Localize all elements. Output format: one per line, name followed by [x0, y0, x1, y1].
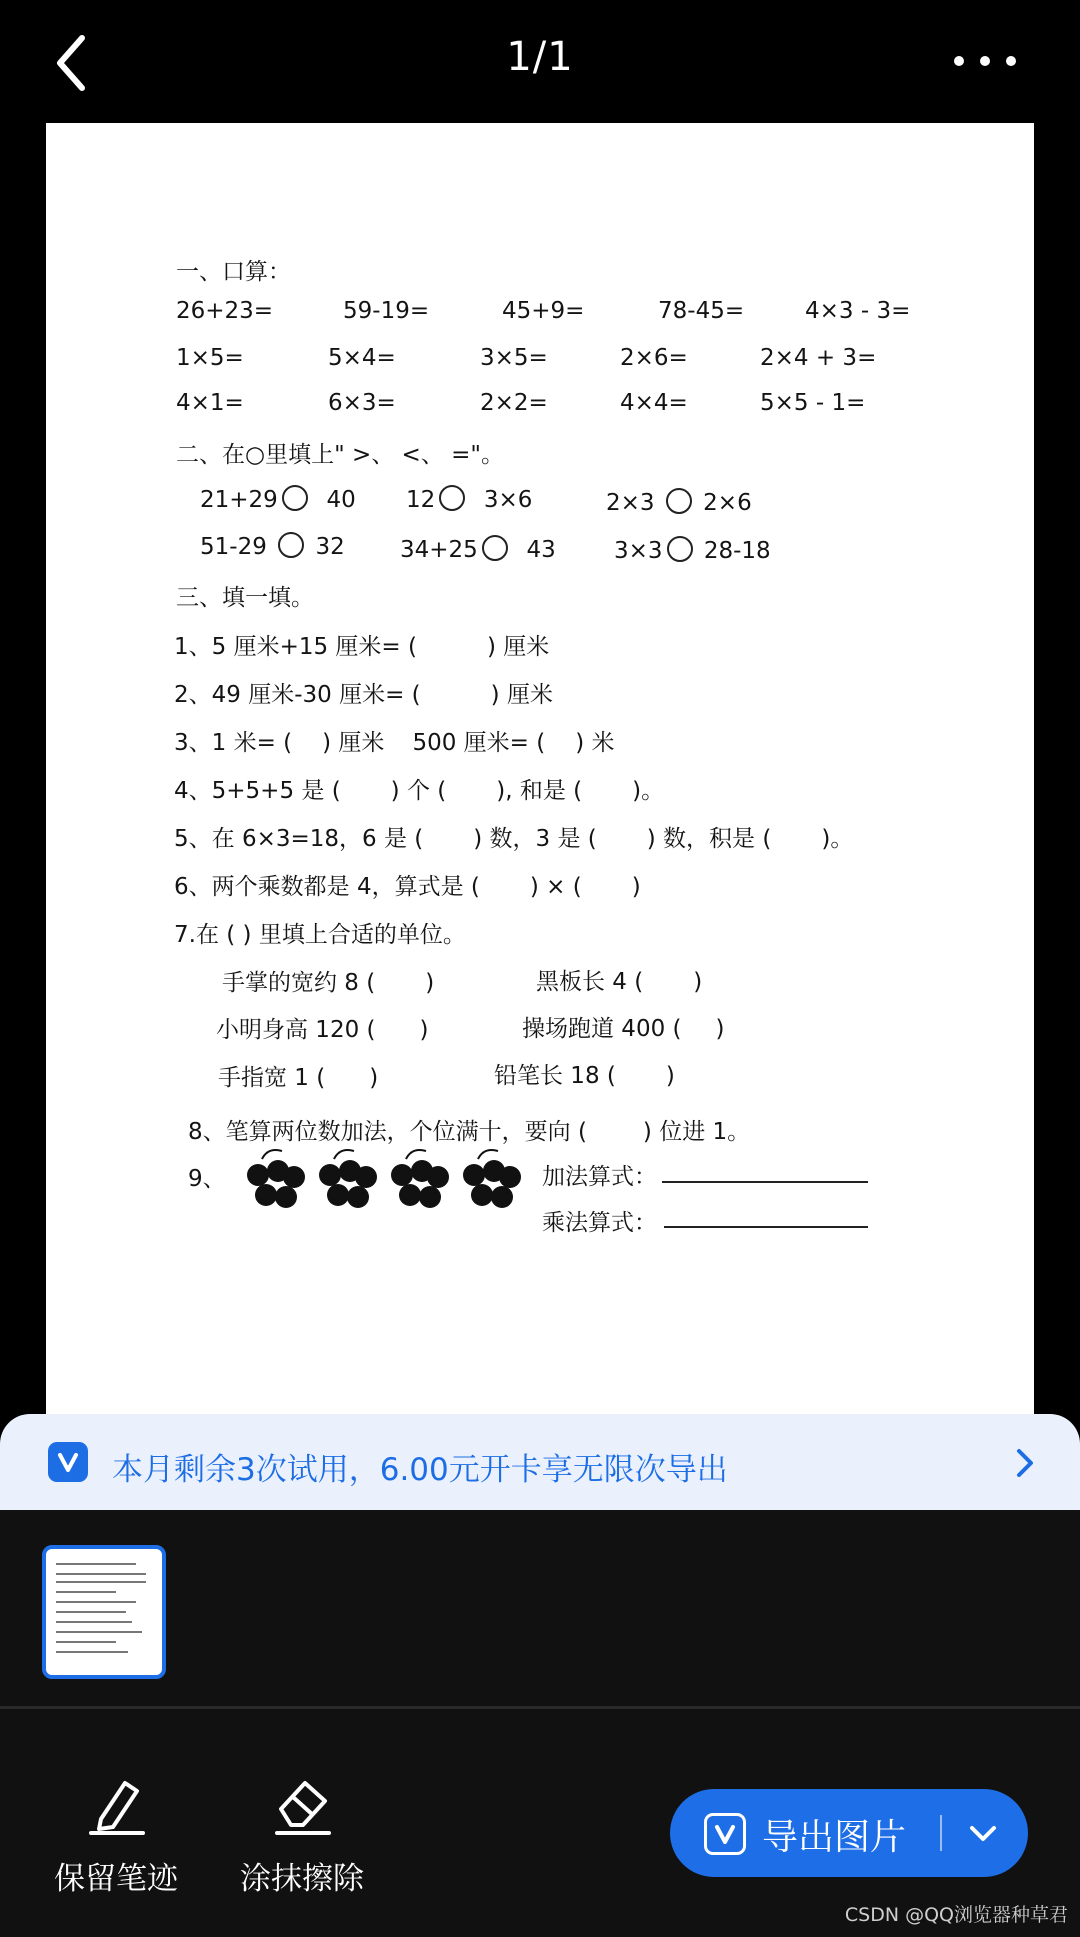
- answer-circle[interactable]: [278, 532, 304, 558]
- answer-line[interactable]: [664, 1226, 868, 1228]
- thumbnail-strip: [0, 1510, 1080, 1706]
- problem: 6×3=: [328, 390, 396, 416]
- unit-question: 黑板长 4 ( ): [536, 969, 703, 995]
- compare-problem: 21+29 40: [200, 487, 356, 513]
- problem: 3×5=: [480, 345, 548, 371]
- keep-strokes-button[interactable]: [36, 1769, 196, 1909]
- fill-question: 3、1 米= ( ) 厘米 500 厘米= ( ) 米: [174, 730, 615, 756]
- problem: 4×3 - 3=: [805, 298, 911, 324]
- more-horizontal-icon: [954, 56, 964, 66]
- unit-question: 手掌的宽约 8 ( ): [222, 970, 435, 996]
- fill-question: 4、5+5+5 是 ( ) 个 ( ), 和是 ( )。: [174, 778, 665, 804]
- fill-question: 7.在 ( ) 里填上合适的单位。: [174, 922, 466, 948]
- compare-problem: 51-29 32: [200, 534, 345, 560]
- problem: 59-19=: [343, 298, 430, 324]
- page-thumbnail[interactable]: [42, 1545, 166, 1679]
- unit-question: 铅笔长 18 ( ): [494, 1063, 675, 1089]
- erase-button[interactable]: [222, 1769, 382, 1909]
- export-options-dropdown[interactable]: [953, 1811, 1013, 1855]
- problem: 78-45=: [658, 298, 745, 324]
- section-title: 二、在○里填上" >、 <、 ="。: [176, 442, 504, 468]
- problem: 2×2=: [480, 390, 548, 416]
- export-image-button[interactable]: [670, 1789, 1028, 1877]
- cherries-illustration: [242, 1145, 532, 1217]
- vip-promo-banner[interactable]: [0, 1414, 1080, 1510]
- vip-v-icon: [48, 1442, 88, 1482]
- problem: 2×4 + 3=: [760, 345, 877, 371]
- answer-label: 加法算式：: [542, 1164, 657, 1190]
- more-button[interactable]: [950, 40, 1020, 80]
- problem: 4×1=: [176, 390, 244, 416]
- fill-question: 2、49 厘米-30 厘米= ( ) 厘米: [174, 682, 553, 708]
- compare-problem: 34+25 43: [400, 537, 556, 563]
- fill-question: 1、5 厘米+15 厘米= ( ) 厘米: [174, 634, 550, 660]
- answer-circle[interactable]: [666, 488, 692, 514]
- promo-text: 本月剩余3次试用，6.00元开卡享无限次导出: [112, 1452, 728, 1488]
- section-title: 三、填一填。: [176, 585, 314, 611]
- section-title: 一、口算：: [176, 259, 291, 285]
- answer-circle[interactable]: [439, 485, 465, 511]
- problem: 45+9=: [502, 298, 585, 324]
- fill-question: 5、在 6×3=18，6 是 ( ) 数，3 是 ( ) 数，积是 ( )。: [174, 826, 854, 852]
- answer-circle[interactable]: [482, 535, 508, 561]
- fill-question: 8、笔算两位数加法，个位满十，要向 ( ) 位进 1。: [188, 1119, 751, 1145]
- answer-label: 乘法算式：: [542, 1210, 657, 1236]
- compare-problem: 12 3×6: [406, 487, 533, 513]
- unit-question: 操场跑道 400 ( ): [522, 1016, 725, 1042]
- vip-v-icon: [704, 1813, 746, 1855]
- eraser-icon: [267, 1769, 337, 1835]
- chevron-down-icon: [953, 1811, 1013, 1855]
- answer-line[interactable]: [662, 1181, 868, 1183]
- document-page[interactable]: [46, 123, 1034, 1423]
- page-indicator: 1/1: [506, 34, 574, 80]
- separator: [940, 1815, 942, 1851]
- answer-circle[interactable]: [667, 536, 693, 562]
- answer-circle[interactable]: [282, 485, 308, 511]
- bottom-toolbar: [0, 1709, 1080, 1937]
- erase-label: 涂抹擦除: [240, 1861, 364, 1897]
- problem: 2×6=: [620, 345, 688, 371]
- unit-question: 手指宽 1 ( ): [218, 1065, 379, 1091]
- pencil-icon: [81, 1769, 151, 1835]
- problem: 5×4=: [328, 345, 396, 371]
- fill-question: 6、两个乘数都是 4，算式是 ( ) × ( ): [174, 874, 641, 900]
- problem: 1×5=: [176, 345, 244, 371]
- export-label: 导出图片: [762, 1817, 907, 1858]
- unit-question: 小明身高 120 ( ): [216, 1017, 429, 1043]
- fill-question: 9、: [188, 1166, 226, 1192]
- problem: 5×5 - 1=: [760, 390, 866, 416]
- problem: 4×4=: [620, 390, 688, 416]
- chevron-right-icon: [1010, 1446, 1040, 1480]
- top-bar: [0, 0, 1080, 125]
- keep-strokes-label: 保留笔迹: [54, 1861, 178, 1897]
- problem: 26+23=: [176, 298, 274, 324]
- watermark: CSDN @QQ浏览器种草君: [844, 1904, 1068, 1926]
- compare-problem: 3×3 28-18: [614, 538, 771, 564]
- compare-problem: 2×3 2×6: [606, 490, 752, 516]
